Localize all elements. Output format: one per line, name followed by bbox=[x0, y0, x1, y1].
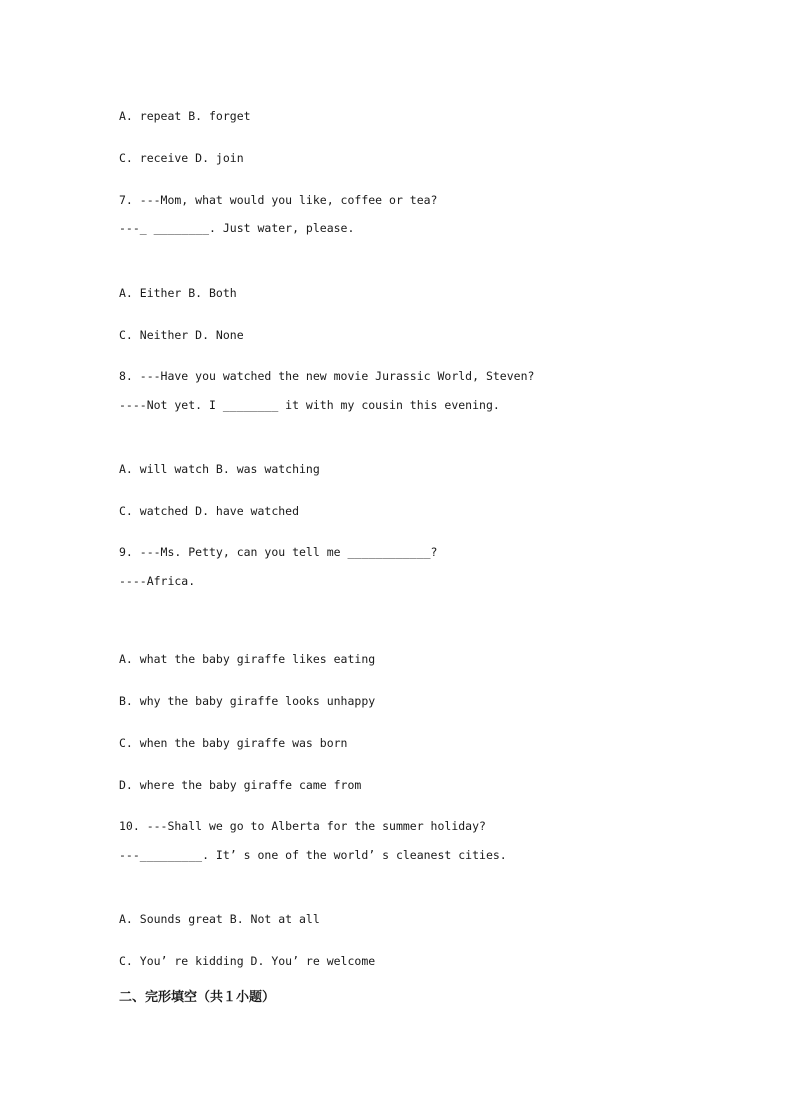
q8-question: 8. ---Have you watched the new movie Jurassic World, Steven? bbox=[119, 369, 535, 383]
q7-options-line-1: A. Either B. Both bbox=[119, 286, 237, 300]
q7-options-line-2: C. Neither D. None bbox=[119, 328, 244, 342]
q6-options-line-2: C. receive D. join bbox=[119, 151, 244, 165]
q9-option-c: C. when the baby giraffe was born bbox=[119, 736, 348, 750]
q9-question: 9. ---Ms. Petty, can you tell me ____________? bbox=[119, 545, 438, 559]
q8-answer: ----Not yet. I ________ it with my cousin this evening. bbox=[119, 398, 500, 412]
q10-options-line-1: A. Sounds great B. Not at all bbox=[119, 912, 320, 926]
q9-option-b: B. why the baby giraffe looks unhappy bbox=[119, 694, 376, 708]
q8-options-line-2: C. watched D. have watched bbox=[119, 504, 300, 518]
q10-question: 10. ---Shall we go to Alberta for the summer holiday? bbox=[119, 819, 486, 833]
q7-answer: ---_ ________. Just water, please. bbox=[119, 221, 355, 235]
q9-option-a: A. what the baby giraffe likes eating bbox=[119, 652, 376, 666]
q8-options-line-1: A. will watch B. was watching bbox=[119, 462, 320, 476]
section-heading-cloze: 二、完形填空（共１小题） bbox=[119, 990, 276, 1005]
q10-answer: ---_________. It’ s one of the world’ s cleanest cities. bbox=[119, 848, 507, 862]
q9-answer: ----Africa. bbox=[119, 574, 196, 588]
q10-options-line-2: C. You’ re kidding D. You’ re welcome bbox=[119, 954, 376, 968]
q6-options-line-1: A. repeat B. forget bbox=[119, 109, 251, 123]
q9-option-d: D. where the baby giraffe came from bbox=[119, 778, 362, 792]
q7-question: 7. ---Mom, what would you like, coffee or tea? bbox=[119, 193, 438, 207]
